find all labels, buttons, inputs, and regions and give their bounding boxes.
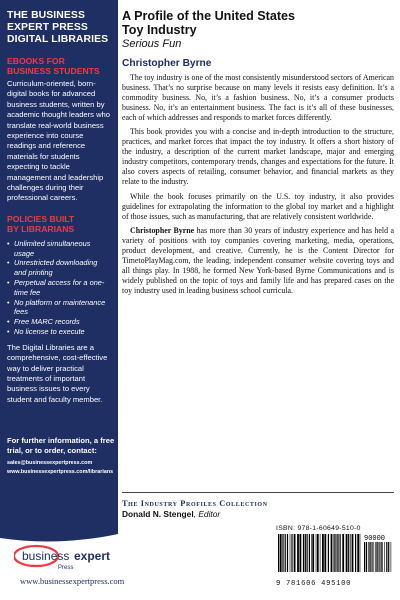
policy-item: • No license to execute [7,327,111,337]
sidebar-title-line: DIGITAL LIBRARIES [7,34,109,45]
barcode-bar [331,534,333,572]
barcode-bar [307,534,308,572]
blurb-paragraph: This book provides you with a concise and in-depth introduction to the structure, practices, and market forces that impact the toy industry. It offers a short history of the industry, a description of the current market landscape, major and emerging industry competitors, contemporary trends, changes and expectations for the future. It also covers aspects of retailing, consumer behavior, and financial markets as they relate to the industry. [122,127,394,187]
sidebar-title [7,10,111,46]
policy-item: • No platform or maintenance fees [7,298,111,318]
policies-heading [7,214,111,234]
book-title-line: A Profile of the United States [122,9,296,23]
barcode-bar [386,542,387,572]
barcode-ean: 9 781606 495100 [276,580,352,588]
editor-name: Donald N. Stengel [122,509,194,519]
barcode-bar [352,534,354,572]
barcode-bar [278,534,279,572]
ebooks-heading-line: EBOOKS FOR [7,56,65,66]
barcode-bar [309,534,310,572]
barcode-bar [334,534,335,572]
barcode-bar [294,534,296,572]
contact-block [7,436,117,477]
barcode-bar [384,542,385,572]
policies-heading-line: BY LIBRARIANS [7,223,75,234]
barcode-bar [291,534,292,572]
barcode-bar [335,534,336,572]
logo-word-business: business [22,549,70,563]
policy-item: • Free MARC records [7,317,111,327]
isbn-label: ISBN: 978-1-60649-510-0 [276,525,361,532]
barcode-bar [338,534,339,572]
barcode-bar [377,542,378,572]
publisher-url[interactable]: www.businessexpertpress.com [20,576,125,586]
main-column [122,9,394,296]
barcode-bar [350,534,351,572]
barcode-bar [348,534,349,572]
barcode-bar [317,534,319,572]
barcode-bar [379,542,380,572]
barcode-bar [346,534,348,572]
barcode-bar [290,534,291,572]
barcode-bar [337,534,338,572]
barcode-bar [320,534,321,572]
policy-item: • Unlimited simultaneous usage [7,239,111,259]
barcode-bar [364,542,365,572]
barcode-bar [360,534,361,572]
author-bio [122,226,394,296]
barcode-bar [287,534,288,572]
barcode-bar [368,542,369,572]
contact-text: For further information, a free trial, or to order, contact: [7,436,115,455]
barcode-bar [328,534,329,572]
series-block [122,492,394,519]
publisher-logo [14,542,124,578]
barcode-bar [283,534,284,572]
barcode-bar [374,542,375,572]
blurb-paragraph: While the book focuses primarily on the U.S. toy industry, it also provides guidelines for extrapolating the information to the global toy market and a highlight of those issues, such as manufacturing, that are relatively consistent worldwide. [122,191,394,221]
author-name: Christopher Byrne [122,58,212,69]
barcode-bar [316,534,317,572]
barcode-icon [276,534,393,575]
sidebar-title-line: THE BUSINESS [7,10,85,21]
ebooks-body: Curriculum-oriented, born-digital books for advanced business students, written by academic thought leaders who translate real-world business experience into course readings and reference materials for students expecting to tackle management and leadership challenges during their professional careers. [7,79,111,203]
sidebar-panel [0,0,118,534]
barcode-bar [370,542,371,572]
editor-role: , Editor [193,509,221,519]
barcode-block [276,525,394,587]
policy-item: • Perpetual access for a one-time fee [7,278,111,298]
barcode-bar [391,542,392,572]
barcode-bar [312,534,314,572]
bio-text: has more than 30 years of industry experience and has held a variety of positions with toy companies covering marketing, media, operations, product development, and creative. Currently, he is the Content Director for TimetoPlayMag.com, the leading, independent consumer website covering toys and all things play. In 1988, he formed New York-based Byrne Communications and is widely published on the topic of toys and family life and has prepared cases on the toy industry used in leading business school curricula. [122,225,394,295]
barcode-addon: 90000 [364,535,386,543]
book-title-line: Toy Industry [122,23,197,37]
barcode-bar [322,534,324,572]
barcode-bar [340,534,341,572]
bio-name: Christopher Byrne [130,225,195,235]
barcode-bar [342,534,344,572]
barcode-bar [382,542,383,572]
barcode-bar [324,534,326,572]
barcode-bar [366,542,367,572]
barcode-bar [381,542,382,572]
digital-libraries-body: The Digital Libraries are a comprehensive, cost-effective way to deliver practical treatments of important business issues to every student and faculty member. [7,342,108,404]
sidebar-title-line: EXPERT PRESS [7,22,88,33]
ebooks-heading-line: BUSINESS STUDENTS [7,66,100,76]
logo-word-press: Press [58,565,74,571]
barcode-bar [305,534,306,572]
policy-item: • Unrestricted downloading and printing [7,258,111,278]
series-name: The Industry Profiles Collection [122,499,268,508]
policies-list [7,239,111,337]
book-subtitle: Serious Fun [122,38,182,50]
barcode-bar [355,534,356,572]
barcode-bar [285,534,286,572]
blurb-paragraph: The toy industry is one of the most consistently misunderstood sectors of American business. That’s no surprise because on many levels it resists easy definition. It’s a commodity business. No, it’s a fashion business. No, it’s a consumer products business. No, it’s an entertainment business. The fact is it’s all of these businesses, each of which addresses and responds to market forces differently. [122,73,394,123]
barcode-bar [388,542,389,572]
barcode-bar [297,534,299,572]
barcode-bar [280,534,282,572]
barcode-bar [282,534,283,572]
series-editor [122,509,394,519]
barcode-bar [372,542,373,572]
book-blurb [122,73,394,296]
barcode-bar [300,534,302,572]
barcode-bar [357,534,359,572]
ebooks-heading [7,56,111,76]
contact-email[interactable]: sales@businessexpertpress.com [7,460,93,466]
book-title [122,9,394,37]
policies-heading-line: POLICIES BUILT [7,213,75,224]
barcode-bar [375,542,376,572]
logo-word-expert: expert [74,549,111,563]
barcode-bar [303,534,304,572]
barcode-bar [311,534,312,572]
contact-url[interactable]: www.businessexpertpress.com/librarians [7,469,114,475]
